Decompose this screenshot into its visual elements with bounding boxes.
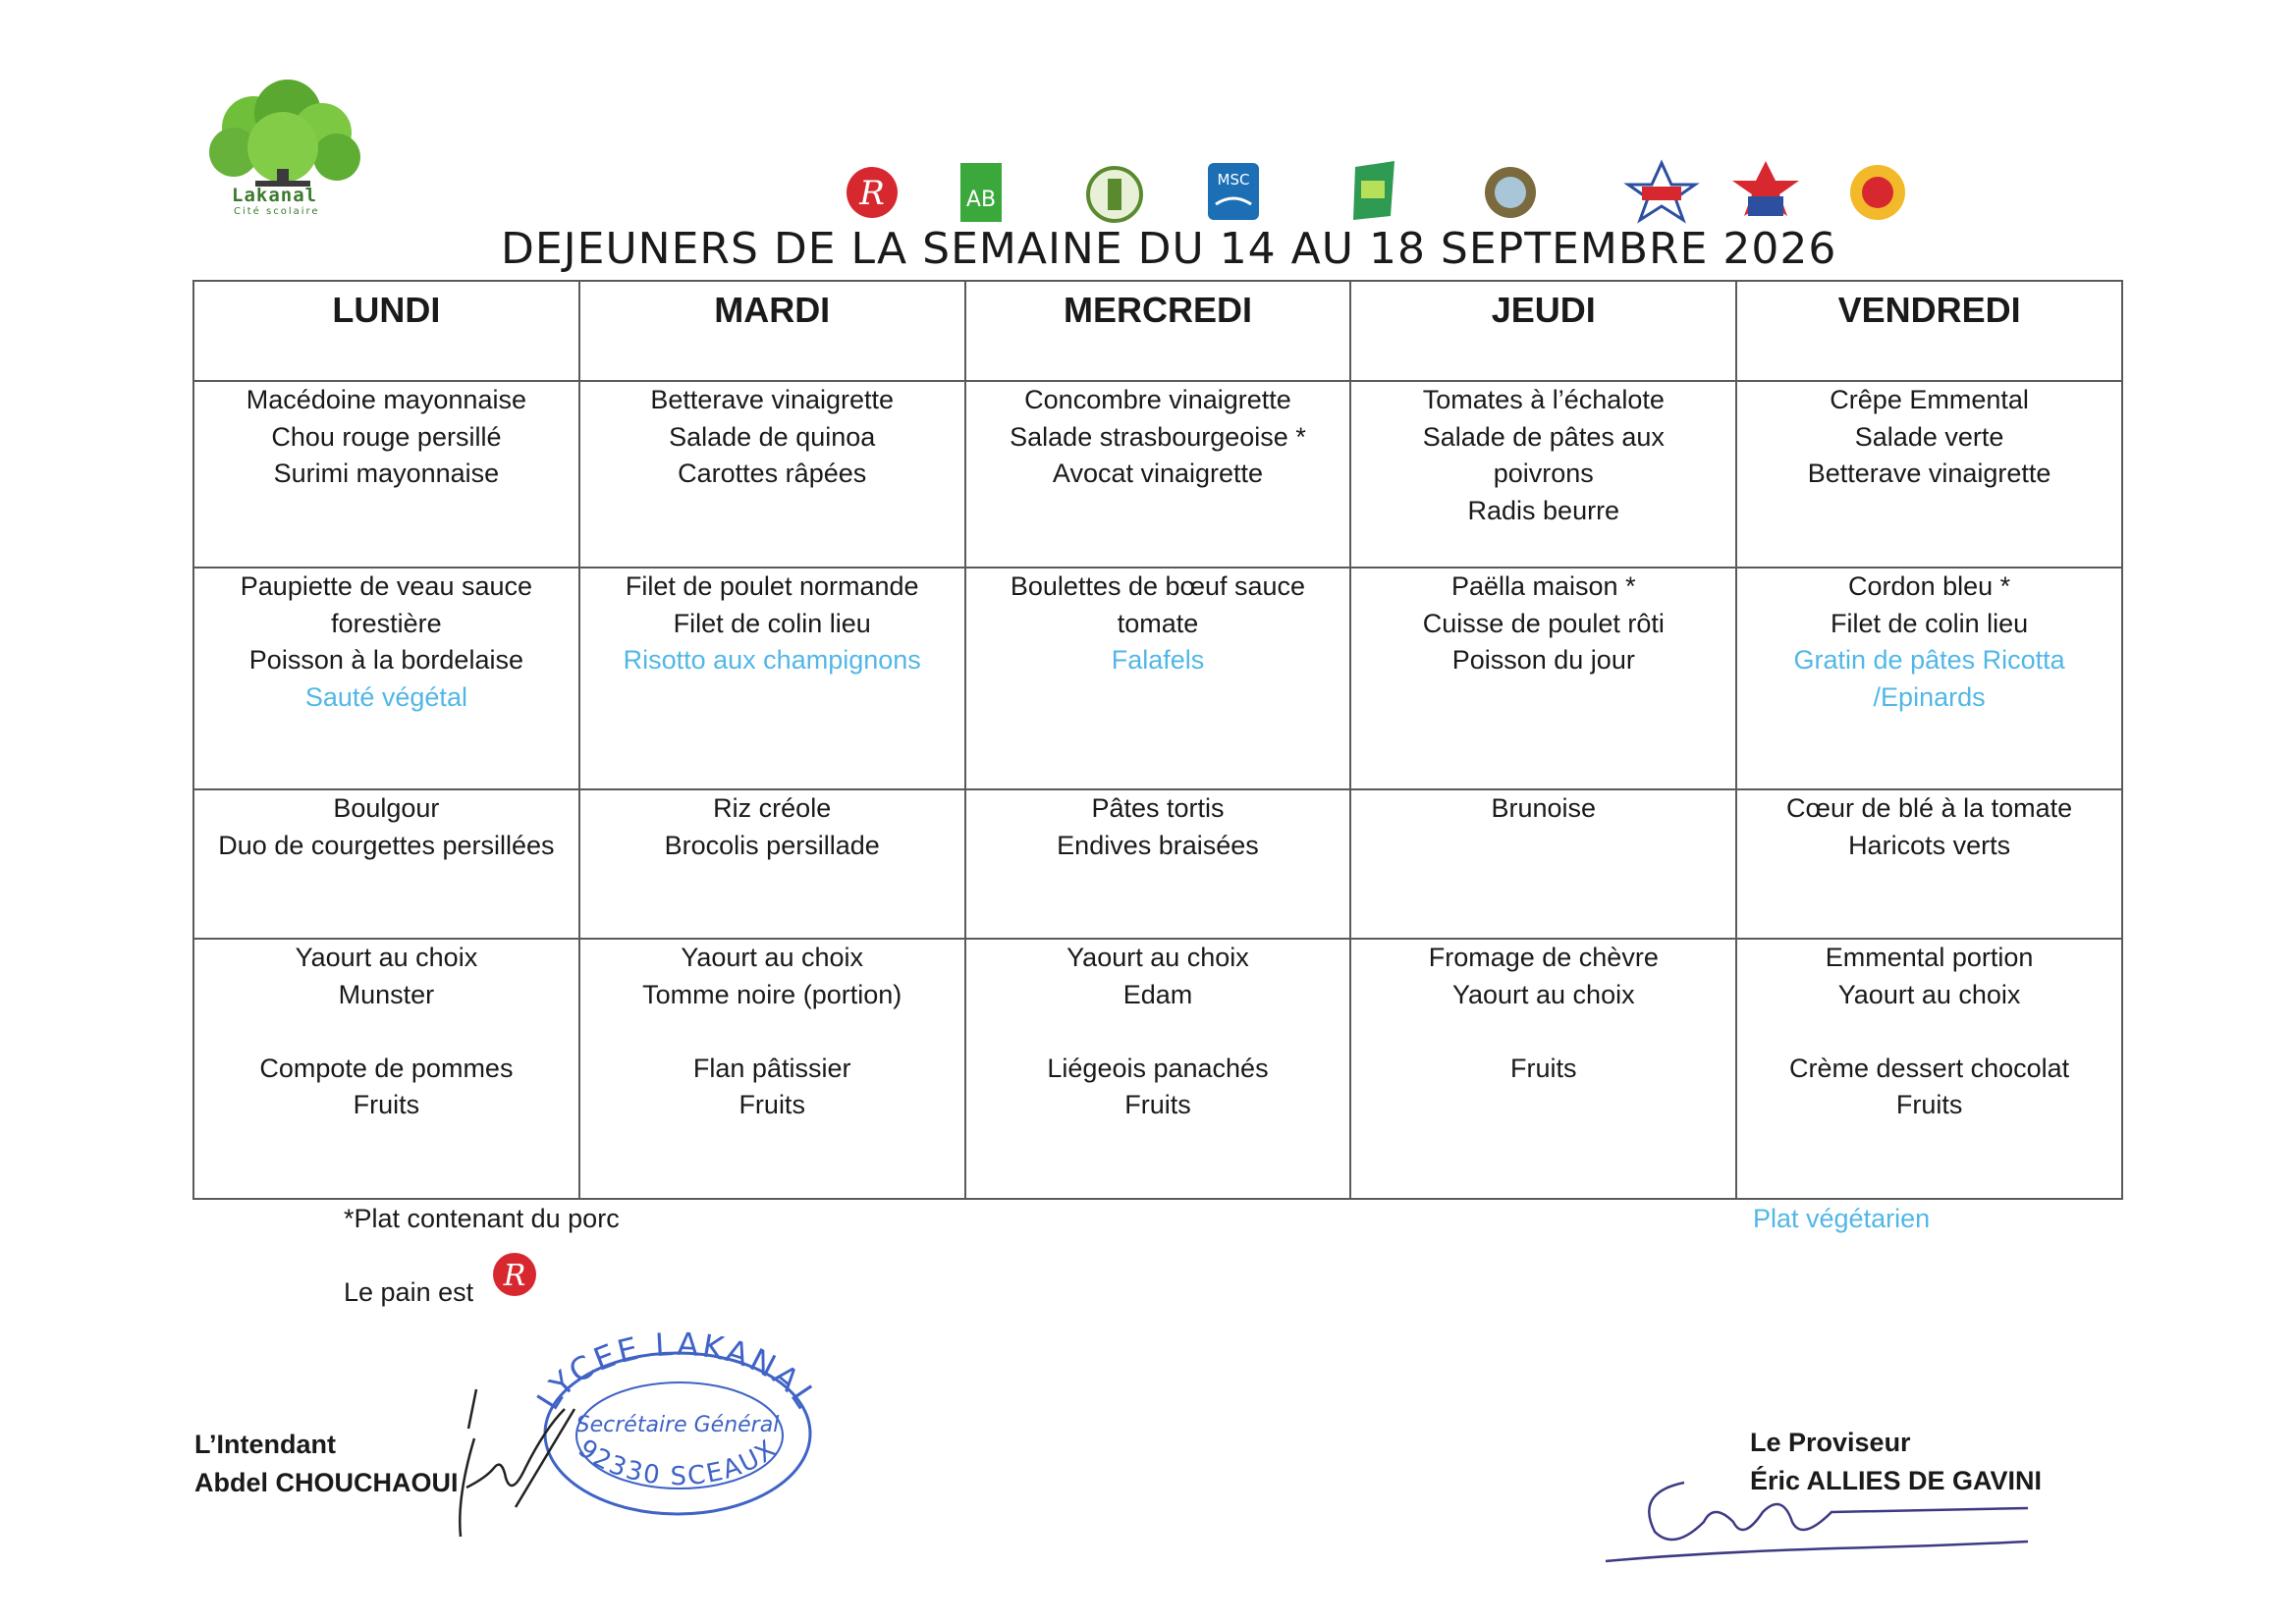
- spacer: [194, 1013, 578, 1051]
- dish: Filet de colin lieu: [673, 608, 871, 638]
- label-icon-6: [1485, 167, 1536, 218]
- spacer: [1351, 1013, 1735, 1051]
- dish: Filet de colin lieu: [1831, 608, 2029, 638]
- dish: Fruits: [738, 1090, 805, 1119]
- dish: Flan pâtissier: [692, 1053, 851, 1083]
- day-header: VENDREDI: [1736, 281, 2122, 381]
- svg-text:R: R: [503, 1259, 526, 1293]
- dish: Emmental portion: [1825, 943, 2034, 972]
- dish: Brocolis persillade: [664, 830, 880, 860]
- vegetarian-dish: /Epinards: [1873, 681, 1986, 712]
- bread-note: Le pain est: [344, 1277, 474, 1307]
- menu-cell: [579, 568, 965, 789]
- menu-cell: [579, 939, 965, 1199]
- volaille-francaise-icon: [1732, 161, 1799, 216]
- dish: Yaourt au choix: [295, 943, 478, 972]
- intendant-role: L’Intendant: [194, 1430, 336, 1459]
- plats-row: [193, 568, 2122, 789]
- dish: Filet de poulet normande: [625, 571, 919, 601]
- menu-cell: [193, 789, 579, 939]
- dish: Fruits: [353, 1090, 420, 1119]
- dish: forestière: [331, 608, 442, 638]
- menu-cell: [1736, 789, 2122, 939]
- menu-cell: [1736, 381, 2122, 568]
- dish: Surimi mayonnaise: [273, 459, 500, 488]
- menu-cell: [965, 568, 1351, 789]
- dish: Edam: [1122, 979, 1193, 1009]
- menu-cell: [1350, 568, 1736, 789]
- dish: Yaourt au choix: [1451, 979, 1635, 1009]
- dish: Yaourt au choix: [1066, 943, 1249, 972]
- dish: Radis beurre: [1467, 495, 1620, 525]
- dish: Yaourt au choix: [681, 943, 863, 972]
- dish: Betterave vinaigrette: [650, 385, 895, 414]
- day-header: LUNDI: [193, 281, 579, 381]
- dish: Boulgour: [333, 793, 440, 823]
- menu-cell: [1350, 381, 1736, 568]
- dish: Yaourt au choix: [1837, 979, 2021, 1009]
- dish: Duo de courgettes persillées: [218, 830, 555, 860]
- menu-cell: [193, 568, 579, 789]
- menu-cell: [193, 381, 579, 568]
- vegetarian-dish: Sauté végétal: [304, 681, 467, 712]
- menu-table: [192, 280, 2123, 1200]
- intendant-signature-block: [194, 1426, 459, 1502]
- menu-cell: [965, 381, 1351, 568]
- svg-text:AB: AB: [965, 188, 997, 212]
- dish: Tomme noire (portion): [642, 979, 902, 1009]
- entrees-row: [193, 381, 2122, 568]
- stamp-middle-text: Secrétaire Général: [575, 1413, 780, 1437]
- label-rouge-icon: [847, 167, 898, 218]
- dish: Crêpe Emmental: [1830, 385, 2029, 414]
- dish: Paupiette de veau sauce: [240, 571, 533, 601]
- msc-label: MSC: [1217, 171, 1250, 189]
- dish: Avocat vinaigrette: [1052, 459, 1264, 488]
- spacer: [1737, 1013, 2121, 1051]
- menu-cell: [965, 939, 1351, 1199]
- menu-cell: [1350, 789, 1736, 939]
- days-header-row: [193, 281, 2122, 381]
- day-header: JEUDI: [1350, 281, 1736, 381]
- dish: Concombre vinaigrette: [1024, 385, 1291, 414]
- day-header: MERCREDI: [965, 281, 1351, 381]
- dish: Cœur de blé à la tomate: [1786, 793, 2073, 823]
- intendant-handwritten-signature: [447, 1370, 604, 1546]
- accompagnements-row: [193, 789, 2122, 939]
- vegetarian-dish: Risotto aux champignons: [623, 645, 921, 675]
- dish: Carottes râpées: [678, 459, 867, 488]
- spacer: [580, 1013, 964, 1051]
- dish: Fromage de chèvre: [1428, 943, 1659, 972]
- dish: Endives braisées: [1057, 830, 1259, 860]
- menu-cell: [579, 789, 965, 939]
- dish: Fruits: [1895, 1090, 1963, 1119]
- vegetarian-dish: Gratin de pâtes Ricotta: [1793, 645, 2065, 675]
- dish: Liégeois panachés: [1047, 1053, 1269, 1083]
- menu-cell: [1736, 568, 2122, 789]
- stamp-top-text: LYCEE LAKANAL: [528, 1326, 826, 1417]
- menu-cell: [1736, 939, 2122, 1199]
- day-header: MARDI: [579, 281, 965, 381]
- dish: poivrons: [1493, 459, 1594, 488]
- pork-note: *Plat contenant du porc: [344, 1204, 620, 1233]
- spacer: [966, 1013, 1350, 1051]
- dish: Salade de quinoa: [669, 421, 876, 452]
- dish: Fruits: [1510, 1053, 1577, 1083]
- label-icon-3: [1088, 168, 1141, 221]
- vegetarian-dish: Falafels: [1111, 645, 1205, 675]
- dish: Cuisse de poulet rôti: [1422, 608, 1665, 638]
- intendant-name: Abdel CHOUCHAOUI: [194, 1468, 459, 1497]
- dish: Chou rouge persillé: [271, 421, 502, 452]
- dish: Poisson à la bordelaise: [248, 645, 523, 675]
- dish: Poisson du jour: [1451, 645, 1635, 675]
- dish: Fruits: [1124, 1090, 1191, 1119]
- laitages-desserts-row: [193, 939, 2122, 1199]
- menu-cell: [193, 939, 579, 1199]
- dish: Salade strasbourgeoise *: [1010, 421, 1306, 452]
- label-icon-7: [1628, 163, 1695, 220]
- proviseur-name: Éric ALLIES DE GAVINI: [1750, 1466, 2043, 1495]
- page-title: DEJEUNERS DE LA SEMAINE DU 14 AU 18 SEPTEMBRE 2026: [501, 224, 1837, 274]
- dish: tomate: [1117, 608, 1199, 638]
- proviseur-handwritten-signature: [1596, 1453, 2038, 1581]
- dish: Haricots verts: [1848, 830, 2011, 860]
- label-icon-5: [1353, 161, 1394, 220]
- dish: Boulettes de bœuf sauce: [1010, 571, 1306, 601]
- agriculture-biologique-icon: [960, 163, 1002, 222]
- logo-name: Lakanal: [232, 185, 318, 206]
- svg-text:R: R: [859, 174, 885, 213]
- dish: Macédoine mayonnaise: [246, 385, 526, 414]
- dish: Betterave vinaigrette: [1807, 459, 2051, 488]
- dish: Salade verte: [1854, 421, 2004, 452]
- quality-labels: [835, 157, 1915, 226]
- dish: Paëlla maison *: [1450, 571, 1636, 601]
- msc-icon: [1208, 163, 1259, 220]
- label-rouge-icon: [486, 1249, 543, 1300]
- dish: Pâtes tortis: [1091, 793, 1225, 823]
- vegetarian-note: Plat végétarien: [1753, 1204, 1931, 1233]
- proviseur-role: Le Proviseur: [1750, 1428, 1911, 1457]
- dish: Cordon bleu *: [1848, 571, 2011, 601]
- dish: Crème dessert chocolat: [1789, 1053, 2070, 1083]
- menu-cell: [965, 789, 1351, 939]
- dish: Tomates à l’échalote: [1422, 385, 1665, 414]
- menu-cell: [579, 381, 965, 568]
- dish: Brunoise: [1491, 793, 1597, 823]
- aop-icon: [1850, 165, 1905, 220]
- dish: Salade de pâtes aux: [1422, 421, 1665, 452]
- menu-cell: [1350, 939, 1736, 1199]
- dish: Riz créole: [713, 793, 832, 823]
- stamp-bottom-text: 92330 SCEAUX: [572, 1434, 784, 1492]
- logo-subtitle: Cité scolaire: [234, 206, 320, 217]
- dish: Compote de pommes: [259, 1053, 514, 1083]
- dish: Munster: [338, 979, 435, 1009]
